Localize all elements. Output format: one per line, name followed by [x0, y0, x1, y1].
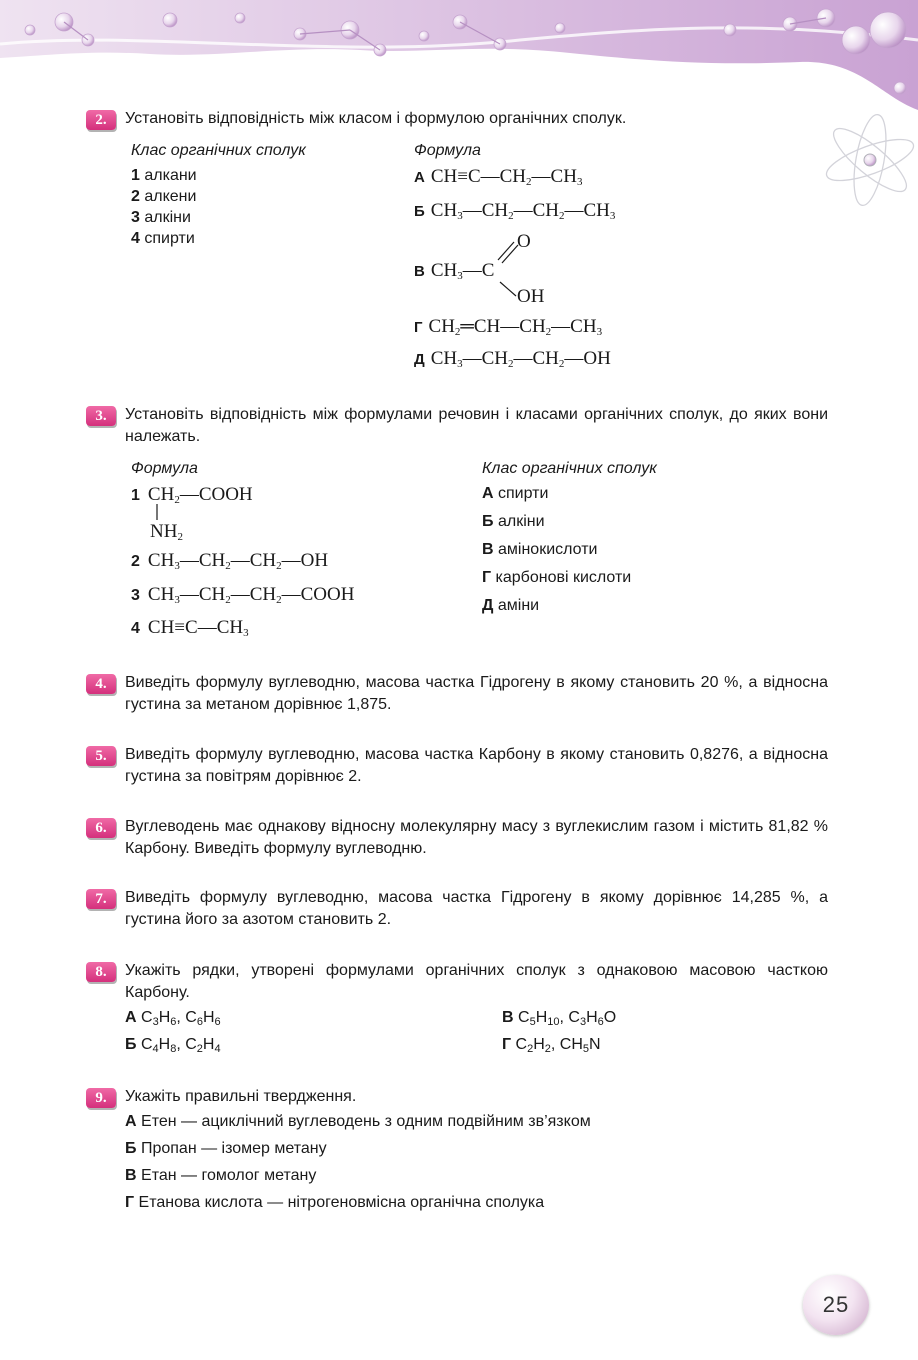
- task-number: 6.: [86, 818, 116, 838]
- task-number: 5.: [86, 746, 116, 766]
- option-v: В $C_5H_{10}$, $C_3H_6O$: [502, 1009, 617, 1028]
- option-list: [125, 1112, 591, 1213]
- column-header-classes: Клас органічних сполук: [482, 460, 657, 477]
- task-number: 8.: [86, 962, 116, 982]
- class-list: [482, 484, 631, 616]
- class-item: В амінокислоти: [482, 541, 598, 558]
- formula-3: 3 $CH_3—CH_2—CH_2—COOH$: [131, 584, 355, 606]
- class-item: А спирти: [482, 485, 549, 502]
- task-number: 4.: [86, 674, 116, 694]
- formula-g: Г $CH_2═CH—CH_2—CH_3$: [414, 316, 603, 338]
- class-item: 3 алкіни: [131, 209, 191, 226]
- option-item: Б Пропан — ізомер метану: [125, 1140, 327, 1157]
- task-number: 9.: [86, 1088, 116, 1108]
- task-number: 2.: [86, 110, 116, 130]
- task-question: Виведіть формулу вуглеводню, масова частка Карбону в якому становить 0,8276, а відносна густина за повітрям дорівнює 2.: [125, 746, 828, 785]
- formula-a: А $CH\equiv C—CH_2—CH_3$: [414, 166, 583, 188]
- class-item: 4 спирти: [131, 230, 195, 247]
- task-question: Виведіть формулу вуглеводню, масова частка Гідрогену в якому дорівнює 14,285 %, а густина його за азотом становить 2.: [125, 889, 828, 928]
- formula-v-oxygen: O: [517, 231, 531, 252]
- page-number: 25: [803, 1275, 869, 1335]
- task-question: Виведіть формулу вуглеводню, масова частка Гідрогену в якому становить 20 %, а відносна густина за метаном дорівнює 1,875.: [125, 674, 828, 713]
- task-question: Укажіть правильні твердження.: [125, 1088, 357, 1105]
- option-b: Б $C_4H_8$, $C_2H_4$: [125, 1036, 221, 1055]
- option-a: А $C_3H_6$, $C_6H_6$: [125, 1009, 221, 1028]
- formula-2: 2 $CH_3—CH_2—CH_2—OH$: [131, 550, 329, 572]
- option-item: Г Етанова кислота — нітрогеновмісна органічна сполука: [125, 1194, 545, 1211]
- class-item: 2 алкени: [131, 188, 197, 205]
- option-g: Г $C_2H_2$, $CH_5N$: [502, 1036, 601, 1055]
- formula-1-amino: $NH_2$: [150, 521, 183, 543]
- class-list: [131, 166, 197, 249]
- formula-d: Д $CH_3—CH_2—CH_2—OH$: [414, 348, 611, 370]
- column-header-classes: Клас органічних сполук: [131, 142, 306, 159]
- class-item: Б алкіни: [482, 513, 545, 530]
- class-item: 1 алкани: [131, 167, 197, 184]
- task-question: Вуглеводень має однакову відносну молекулярну масу з вуглекислим газом і містить 81,82 % Карбону. Виведіть формулу вуглеводню.: [125, 818, 828, 857]
- column-header-formula: Формула: [414, 142, 481, 159]
- class-item: Д аміни: [482, 597, 540, 614]
- formula-4: 4 $CH\equiv C—CH_3$: [131, 617, 249, 639]
- formula-v: В $CH_3—C$: [414, 260, 495, 282]
- formula-v-bonds: [490, 236, 530, 306]
- task-number: 3.: [86, 406, 116, 426]
- column-header-formula: Формула: [131, 460, 198, 477]
- formula-1: 1 $CH_2—COOH$: [131, 484, 253, 506]
- task-question: Укажіть рядки, утворені формулами органічних сполук з однаковою масовою часткою Карбону.: [125, 962, 828, 1001]
- option-item: А Етен — ациклічний вуглеводень з одним подвійним зв’язком: [125, 1113, 591, 1130]
- task-number: 7.: [86, 889, 116, 909]
- task-question: Установіть відповідність між класом і формулою органічних сполук.: [125, 110, 627, 127]
- class-item: Г карбонові кислоти: [482, 569, 632, 586]
- task-question: Установіть відповідність між формулами речовин і класами органічних сполук, до яких вони належать.: [125, 406, 828, 445]
- formula-b: Б $CH_3—CH_2—CH_2—CH_3$: [414, 200, 616, 222]
- formula-v-hydroxyl: OH: [517, 286, 545, 307]
- option-item: В Етан — гомолог метану: [125, 1167, 317, 1184]
